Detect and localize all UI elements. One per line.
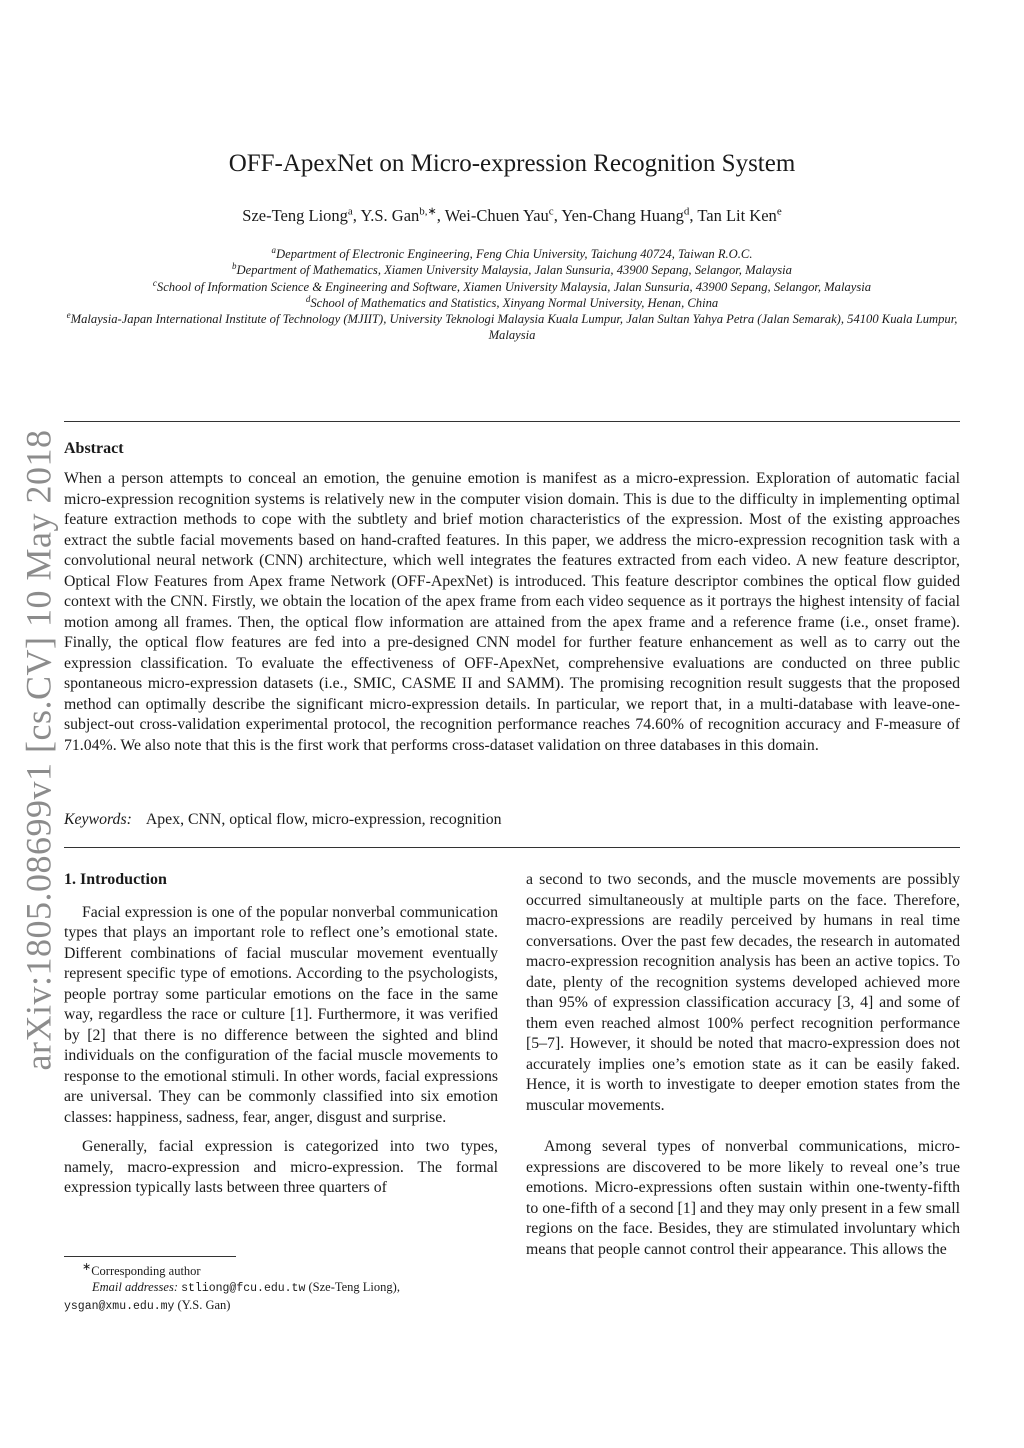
affiliation-list [64,246,960,344]
abstract-bottom-rule [64,847,960,848]
paragraph: Generally, facial expression is categorized into two types, namely, macro-expression and micro-expression. The formal expression typically lasts between three quarters of [64,1138,498,1196]
paragraph: Facial expression is one of the popular nonverbal communication types that plays an important role to reflect one’s emotional state. Different combinations of facial muscular movement eventually represent specific type of emotions. According to the psychologists, people portray some particular emotions on the face in the same way, regardless the race or culture [1]. Furthermore, it was verified by [2] that there is no difference between the sighted and blind individuals on the configuration of the facial muscle movements to response to the emotional stimuli. In other words, facial expressions are universal. They can be commonly classified into six emotion classes: happiness, sadness, fear, anger, disgust and surprise. [64,903,498,1126]
email-link[interactable]: stliong@fcu.edu.tw [181,1282,306,1295]
abstract-text: When a person attempts to conceal an emotion, the genuine emotion is manifest as a micro-expression. Exploration of automatic facial micro-expression recognition systems is relatively new in the computer vision domain. This is due to the difficulty in implementing optimal feature extraction methods to cope with the subtlety and brief motion characteristics of the expression. Most of the existing approaches extract the subtle facial movements based on hand-crafted features. In this paper, we address the micro-expression recognition task with a convolutional neural network (CNN) architecture, which well integrates the features extracted from each video. A new feature descriptor, Optical Flow Features from Apex frame Network (OFF-ApexNet) is introduced. This feature descriptor combines the optical flow guided context with the CNN. Firstly, we obtain the location of the apex frame from each video sequence as it portrays the highest intensity of facial motion among all frames. Then, the optical flow information are attained from the apex frame and a reference frame (i.e., onset frame). Finally, the optical flow features are fed into a pre-designed CNN model for further feature enhancement as well as to carry out the expression classification. To evaluate the effectiveness of OFF-ApexNet, comprehensive evaluations are conducted on three public spontaneous micro-expression datasets (i.e., SMIC, CASME II and SAMM). The promising recognition result suggests that the proposed method can optimally describe the significant micro-expression details. In particular, we report that, in a multi-database with leave-one-subject-out cross-validation experimental protocol, the recognition performance reaches 74.60% of recognition accuracy and F-measure of 71.04%. We also note that this is the first work that performs cross-dataset validation on three databases in this domain. [64,470,960,754]
section-heading: 1. Introduction [64,871,167,888]
corresponding-author: Corresponding author [91,1264,201,1278]
email-link[interactable]: ysgan@xmu.edu.my [64,1300,175,1313]
paper-title: OFF-ApexNet on Micro-expression Recognition System [228,150,796,177]
author: Tan Lit Ken$^e$ [697,205,782,225]
author-list [64,206,960,226]
arxiv-stamp-text: arXiv:1805.08699v1 [cs.CV] 10 May 2018 [18,429,58,1071]
keywords-label: Keywords: [64,811,132,828]
author: Wei-Chuen Yau$^c$, [444,205,562,225]
affiliation: $^e$Malaysia-Japan International Institute of Technology (MJIIT), University Teknologi Malaysia Kuala Lumpur, Jalan Sultan Yahya Petra (Jalan Semarak), 54100 Kuala Lumpur, Malaysia [66,310,958,343]
email-label: Email addresses: [92,1280,178,1294]
right-column [526,870,960,1260]
author: Sze-Teng Liong$^a$, [242,205,361,225]
left-column [64,870,498,1199]
footnote-rule [64,1256,236,1257]
paragraph: a second to two seconds, and the muscle movements are possibly occurred simultaneously at multiple parts on the face. Therefore, macro-expressions are readily perceived by humans in real time conversations. Over the past few decades, the research in automated macro-expression recognition analysis has been an active topics. To date, plenty of the recognition systems developed achieved more than 95% of expression classification accuracy [3, 4] and some of them even reached almost 100% perfect recognition performance [5–7]. However, it should be noted that macro-expression does not accurately implies one’s emotion state as it can be easily faked. Hence, it is worth to investigate to deeper emotion states from the muscular movements. [526,871,960,1114]
affiliation: $^c$School of Information Science & Engineering and Software, Xiamen University Malaysia, Jalan Sunsuria, 43900 Sepang, Selangor, Malaysia [152,277,872,294]
abstract-heading: Abstract [64,440,124,457]
footnote: ∗Corresponding author Email addresses: stliong@fcu.edu.tw (Sze-Teng Liong), ysgan@xmu.edu.my (Y.S. Gan) [64,1260,400,1313]
paragraph: Among several types of nonverbal communications, micro-expressions are discovered to be more likely to reveal one’s true emotions. Micro-expressions often sustain within one-twenty-fifth to one-fifth of a second [1] and they may only present in a few small regions on the face. Besides, they are stimulated involuntary which means that people cannot control their appearance. This allows the [526,1138,960,1258]
author: Y.S. Gan$^{b,∗}$, [360,205,445,225]
abstract-top-rule [64,421,960,422]
affiliation: $^a$Department of Electronic Engineering, Feng Chia University, Taichung 40724, Taiwan R.O.C. [271,244,753,261]
affiliation: $^b$Department of Mathematics, Xiamen University Malaysia, Jalan Sunsuria, 43900 Sepang, Selangor, Malaysia [232,261,792,278]
arxiv-stamp [12,429,64,1071]
author: Yen-Chang Huang$^d$, [561,205,698,225]
keywords-text: Apex, CNN, optical flow, micro-expression, recognition [145,811,502,828]
keywords [64,811,960,829]
affiliation: $^d$School of Mathematics and Statistics, Xinyang Normal University, Henan, China [305,293,719,310]
